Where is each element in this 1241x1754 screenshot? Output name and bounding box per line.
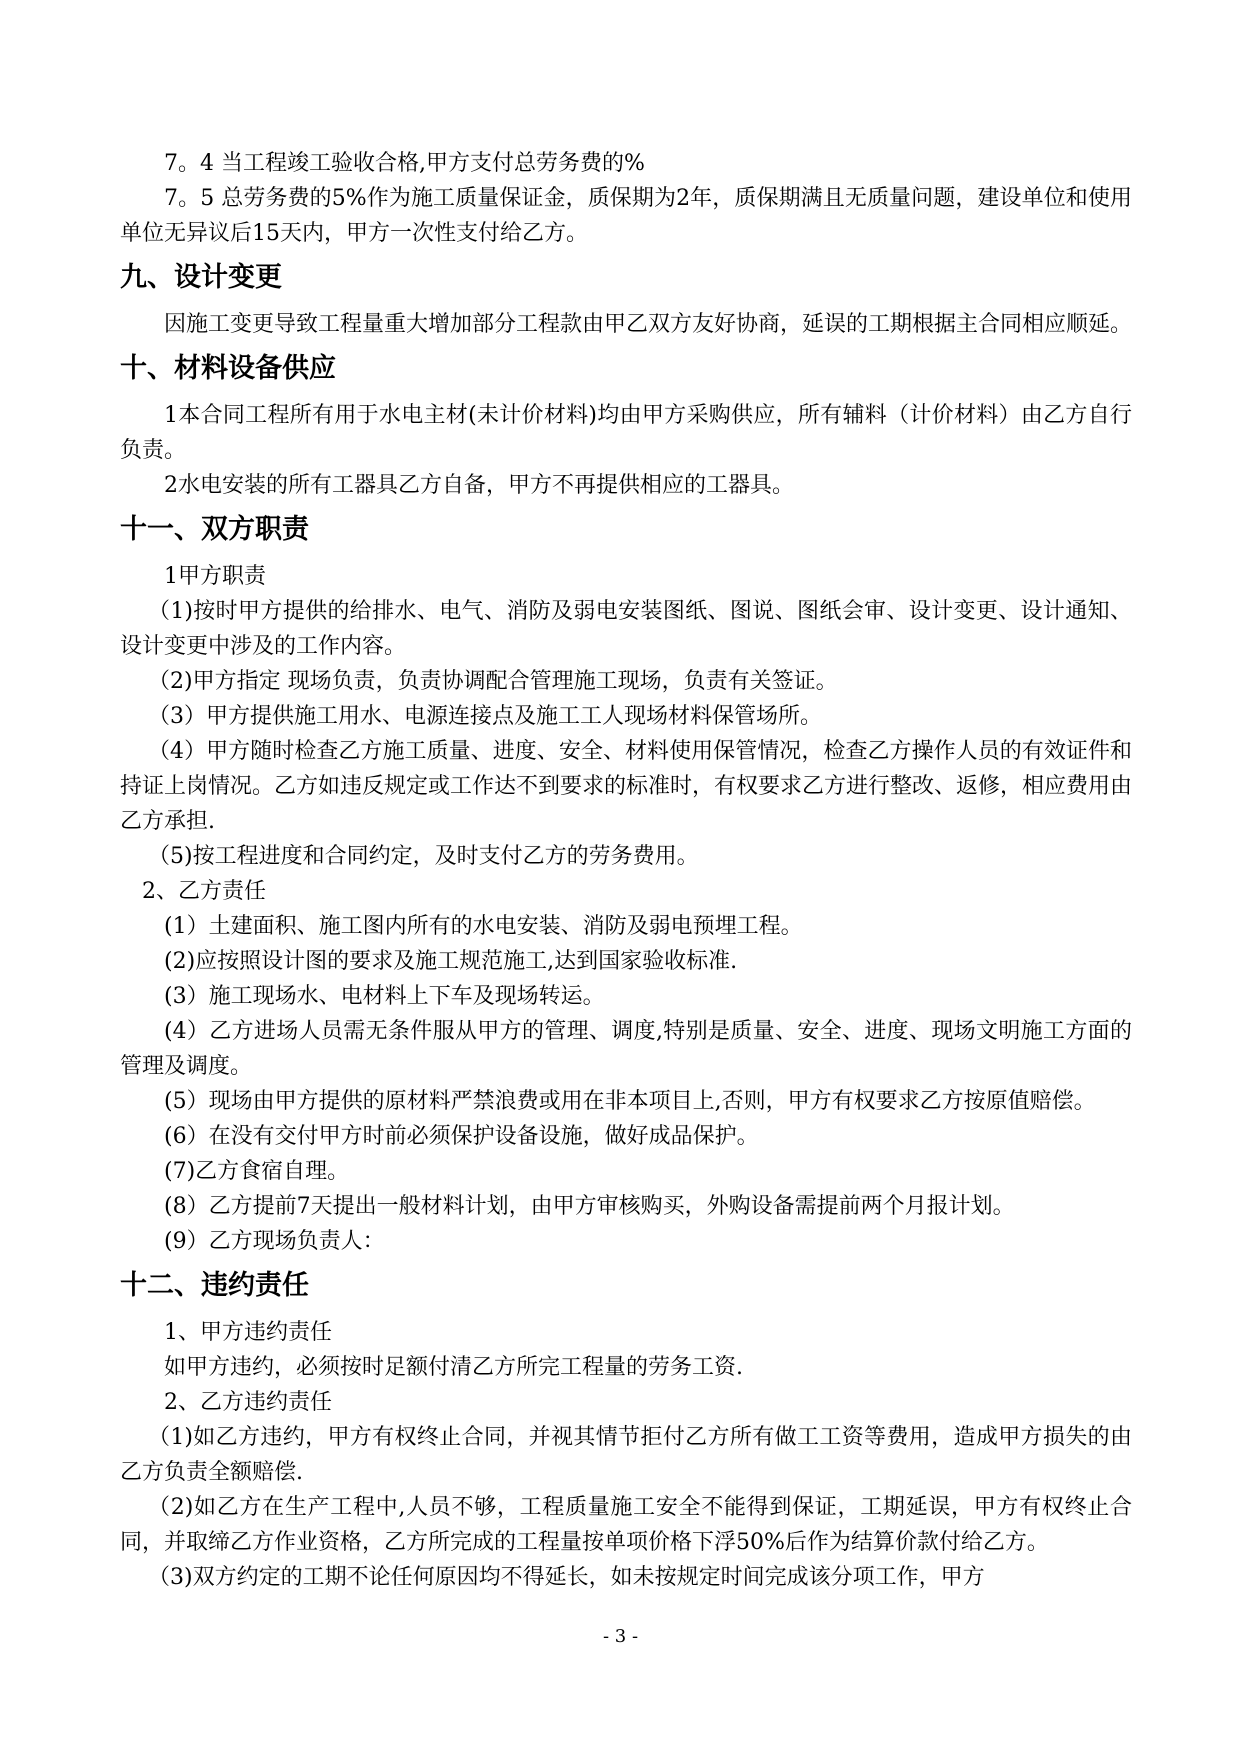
- section-11-party-b-7: (7)乙方食宿自理。: [164, 1159, 350, 1184]
- section-11-party-b-title: 2、乙方责任: [142, 879, 266, 904]
- section-11-party-a-title: 1甲方职责: [164, 564, 266, 589]
- section-heading-12: 十二、违约责任: [120, 1270, 309, 1301]
- section-11-party-b-5: (5）现场由甲方提供的原材料严禁浪费或用在非本项目上,否则，甲方有权要求乙方按原值赔偿。: [164, 1089, 1096, 1114]
- section-10-item-2: 2水电安装的所有工器具乙方自备，甲方不再提供相应的工器具。: [164, 473, 794, 498]
- clause-7-4: 7。4 当工程竣工验收合格,甲方支付总劳务费的%: [164, 151, 645, 176]
- section-12-party-a-1: 如甲方违约，必须按时足额付清乙方所完工程量的劳务工资.: [164, 1355, 743, 1380]
- section-11-party-a-5: （5)按工程进度和合同约定，及时支付乙方的劳务费用。: [148, 844, 699, 869]
- section-12-party-b-1: （1)如乙方违约，甲方有权终止合同，并视其情节拒付乙方所有做工工资等费用，造成甲方损失的由乙方负责全额赔偿.: [120, 1425, 1132, 1485]
- section-11-party-a-2: （2)甲方指定 现场负责，负责协调配合管理施工现场，负责有关签证。: [148, 669, 838, 694]
- page-number: - 3 -: [602, 1626, 639, 1647]
- section-heading-10: 十、材料设备供应: [120, 353, 336, 384]
- section-12-party-b-3: （3)双方约定的工期不论任何原因均不得延长，如未按规定时间完成该分项工作，甲方: [148, 1565, 985, 1590]
- section-11-party-b-8: (8）乙方提前7天提出一般材料计划，由甲方审核购买，外购设备需提前两个月报计划。: [164, 1194, 1015, 1219]
- section-11-party-a-1: （1)按时甲方提供的给排水、电气、消防及弱电安装图纸、图说、图纸会审、设计变更、设计通知、设计变更中涉及的工作内容。: [120, 599, 1132, 659]
- section-11-party-a-3: （3）甲方提供施工用水、电源连接点及施工工人现场材料保管场所。: [148, 704, 822, 729]
- clause-7-5: 7。5 总劳务费的5%作为施工质量保证金，质保期为2年，质保期满且无质量问题，建设单位和使用单位无异议后15天内，甲方一次性支付给乙方。: [120, 186, 1132, 246]
- section-11-party-b-2: (2)应按照设计图的要求及施工规范施工,达到国家验收标准.: [164, 949, 738, 974]
- section-heading-11: 十一、双方职责: [120, 514, 309, 545]
- section-9-text: 因施工变更导致工程量重大增加部分工程款由甲乙双方友好协商，延误的工期根据主合同相应顺延。: [164, 312, 1133, 337]
- section-12-party-a-title: 1、甲方违约责任: [164, 1320, 332, 1345]
- document-body: [120, 146, 1132, 1595]
- section-11-party-b-9: (9）乙方现场负责人：: [164, 1229, 385, 1254]
- section-11-party-b-1: (1）土建面积、施工图内所有的水电安装、消防及弱电预埋工程。: [164, 914, 803, 939]
- section-10-item-1: 1本合同工程所有用于水电主材(未计价材料)均由甲方采购供应，所有辅料（计价材料）由乙方自行负责。: [120, 403, 1132, 463]
- section-11-party-a-4: （4）甲方随时检查乙方施工质量、进度、安全、材料使用保管情况，检查乙方操作人员的有效证件和持证上岗情况。乙方如违反规定或工作达不到要求的标准时，有权要求乙方进行整改、返修，相应费用由乙方承担.: [120, 739, 1133, 834]
- section-11-party-b-3: (3）施工现场水、电材料上下车及现场转运。: [164, 984, 605, 1009]
- section-heading-9: 九、设计变更: [120, 262, 282, 293]
- section-11-party-b-6: (6）在没有交付甲方时前必须保护设备设施，做好成品保护。: [164, 1124, 759, 1149]
- section-12-party-b-2: （2)如乙方在生产工程中,人员不够，工程质量施工安全不能得到保证，工期延误，甲方有权终止合同，并取缔乙方作业资格，乙方所完成的工程量按单项价格下浮50%后作为结算价款付给乙方。: [120, 1495, 1132, 1555]
- section-11-party-b-4: (4）乙方进场人员需无条件服从甲方的管理、调度,特别是质量、安全、进度、现场文明施工方面的管理及调度。: [120, 1019, 1132, 1079]
- section-12-party-b-title: 2、乙方违约责任: [164, 1390, 332, 1415]
